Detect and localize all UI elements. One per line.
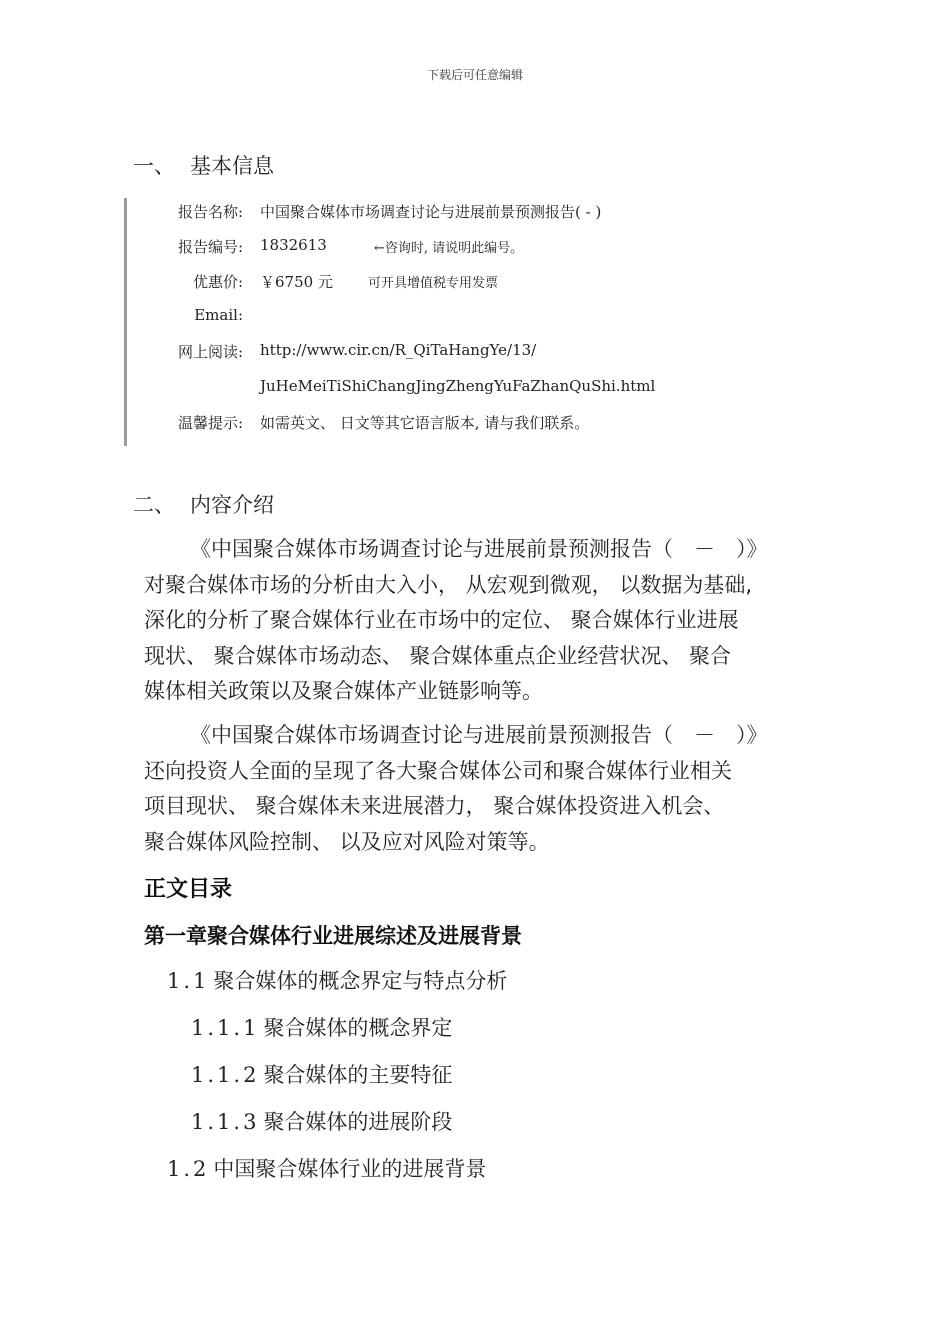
toc-item[interactable] (191, 1059, 452, 1089)
toc-item-number: 1.1.1 (191, 1016, 260, 1040)
paragraph-line: 媒体相关政策以及聚合媒体产业链影响等。 (144, 679, 543, 703)
section-number: 二、 (133, 493, 175, 517)
toc-item-text: 中国聚合媒体行业的进展背景 (213, 1157, 487, 1181)
info-note: 可开具增值税专用发票 (368, 276, 499, 291)
online-link-line1[interactable]: http://www.cir.cn/R_QiTaHangYe/13/ (260, 341, 537, 359)
toc-title: 正文目录 (144, 877, 233, 902)
toc-item-number: 1.1.3 (191, 1110, 260, 1134)
paragraph-line: 项目现状、 聚合媒体未来进展潜力， 聚合媒体投资进入机会、 (144, 794, 725, 818)
info-label: 报告名称: (177, 203, 243, 221)
section-title: 基本信息 (190, 154, 274, 178)
toc-item-text: 聚合媒体的概念界定与特点分析 (213, 969, 508, 993)
toc-item-text: 聚合媒体的主要特征 (263, 1063, 453, 1087)
toc-chapter-1[interactable]: 第一章聚合媒体行业进展综述及进展背景 (144, 924, 522, 948)
header-note: 下载后可任意编辑 (426, 68, 523, 82)
paragraph-line: 《中国聚合媒体市场调查讨论与进展前景预测报告（ － ）》 (190, 537, 768, 561)
paragraph-line: 《中国聚合媒体市场调查讨论与进展前景预测报告（ － ）》 (190, 723, 768, 747)
toc-item[interactable] (167, 1153, 486, 1183)
toc-item[interactable] (167, 965, 507, 995)
info-label: Email: (194, 306, 243, 324)
section-number: 一、 (133, 154, 175, 178)
section-heading-basic-info (133, 150, 274, 180)
section-heading-content-intro (133, 489, 274, 519)
info-label: 优惠价: (192, 273, 243, 291)
paragraph-line: 聚合媒体风险控制、 以及应对风险对策等。 (144, 829, 550, 854)
paragraph-line: 还向投资人全面的呈现了各大聚合媒体公司和聚合媒体行业相关 (144, 758, 732, 783)
basic-info-block (124, 198, 687, 446)
toc-item-text: 聚合媒体的概念界定 (263, 1016, 453, 1040)
info-label: 温馨提示: (177, 414, 243, 432)
info-label: 网上阅读: (177, 343, 243, 361)
toc-item[interactable] (191, 1012, 452, 1042)
online-link-line2[interactable]: JuHeMeiTiShiChangJingZhengYuFaZhanQuShi.html (260, 377, 656, 395)
intro-paragraph-2 (144, 718, 809, 860)
toc-item-number: 1.2 (167, 1157, 210, 1181)
info-label: 报告编号: (177, 238, 243, 256)
paragraph-line: 对聚合媒体市场的分析由大入小， 从宏观到微观， 以数据为基础, (144, 572, 753, 597)
toc-item[interactable] (191, 1106, 452, 1136)
toc-item-text: 聚合媒体的进展阶段 (263, 1110, 453, 1134)
info-value: 如需英文、 日文等其它语言版本, 请与我们联系。 (260, 414, 590, 432)
intro-paragraph-1 (144, 532, 809, 710)
section-title: 内容介绍 (190, 493, 274, 517)
info-note: ←咨询时, 请说明此编号。 (374, 241, 524, 256)
toc-item-number: 1.1 (167, 969, 210, 993)
info-value: 1832613 (260, 236, 327, 254)
info-value: 中国聚合媒体市场调查讨论与进展前景预测报告( - ) (260, 203, 602, 221)
paragraph-line: 现状、 聚合媒体市场动态、 聚合媒体重点企业经营状况、 聚合 (144, 643, 732, 668)
paragraph-line: 深化的分析了聚合媒体行业在市场中的定位、 聚合媒体行业进展 (144, 608, 739, 632)
info-value: ￥6750 元 (260, 273, 333, 291)
toc-item-number: 1.1.2 (191, 1063, 260, 1087)
